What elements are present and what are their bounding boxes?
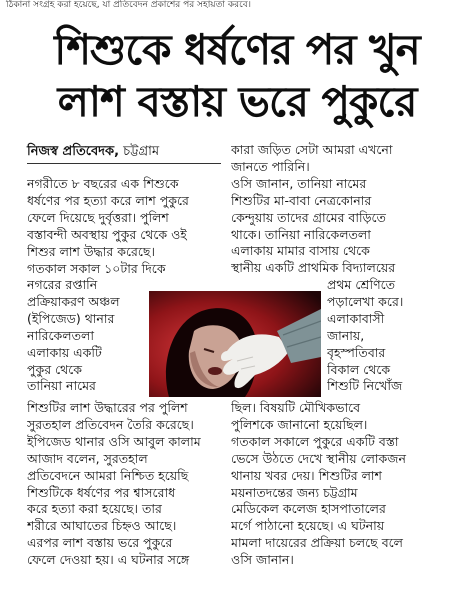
right-column-wrap	[327, 277, 445, 395]
article-line: ফেলে দিয়েছে দুর্বৃত্তরা। পুলিশ	[27, 209, 169, 225]
article-line: বিকাল থেকে	[327, 361, 391, 377]
article-line: মামলা দায়েরের প্রক্রিয়া চলছে বলে	[231, 535, 403, 551]
article-line: প্রতিবেদনে আমরা নিশ্চিত হয়েছি	[27, 467, 189, 483]
article-line: এলাকাবাসী	[327, 310, 385, 326]
article-line: ইপিজেড থানার ওসি আবুল কালাম	[27, 433, 201, 449]
article-line: ধর্ষণের পর হত্যা করে লাশ পুকুরে	[27, 192, 189, 208]
article-line: পুলিশকে জানানো হয়েছিল।	[231, 416, 368, 432]
article-line: এলাকায় একটি	[27, 344, 102, 360]
article-line: শিশুটিকে ধর্ষণের পর শ্বাসরোধ	[27, 484, 176, 500]
headline	[0, 24, 474, 128]
article-line: গতকাল সকাল ১০টার দিকে	[27, 260, 166, 276]
article-line: ভেসে উঠতে দেখে স্থানীয় লোকজন	[231, 450, 406, 466]
article-line: গতকাল সকালে পুকুরে একটি বস্তা	[231, 433, 399, 449]
article-line: নারিকেলতলা	[27, 327, 94, 343]
news-photo	[149, 291, 321, 397]
article-line: করে হত্যা করা হয়েছে। তার	[27, 501, 162, 517]
article-line: থানায় খবর দেয়। শিশুটির লাশ	[231, 467, 382, 483]
article-line: ছিল। বিষয়টি মৌখিকভাবে	[231, 400, 361, 415]
article-line: প্রক্রিয়াকরণ অঞ্চল	[27, 293, 120, 309]
assault-illustration-image	[149, 291, 321, 397]
article-line: প্রথম শ্রেণিতে	[327, 277, 396, 292]
article-line: মর্গে পাঠানো হয়েছে। এ ঘটনায়	[231, 518, 385, 534]
headline-line-2: লাশ বস্তায় ভরে পুকুরে	[57, 77, 417, 126]
article-line: পড়ালেখা করে।	[327, 293, 404, 309]
article-line: শরীরে আঘাতের চিহ্নও আছে।	[27, 518, 177, 534]
byline-reporter: নিজস্ব প্রতিবেদক,	[27, 144, 120, 159]
article-line: আজাদ বলেন, সুরতহাল	[27, 450, 148, 466]
article-line: কারা জড়িত সেটা আমরা এখনো	[231, 142, 393, 157]
article-line: (ইপিজেড) থানার	[27, 310, 115, 326]
article-line: নগরীতে ৮ বছরের এক শিশুকে	[27, 176, 179, 191]
headline-line-1: শিশুকে ধর্ষণের পর খুন	[54, 25, 420, 74]
article-line: ময়নাতদন্তের জন্য চট্টগ্রাম	[231, 484, 358, 500]
article-line: জানতে পারিনি।	[231, 158, 310, 174]
article-line: এলাকায় মামার বাসায় থেকে	[231, 243, 370, 259]
article-line: এরপর লাশ বস্তায় ভরে পুকুরে	[27, 535, 173, 551]
article-line: কেন্দুয়ায় তাদের গ্রামের বাড়িতে	[231, 209, 386, 225]
article-line: থাকে। তানিয়া নারিকেলতলা	[231, 226, 371, 242]
article-line: পুকুর থেকে	[27, 361, 83, 377]
byline-city: চট্টগ্রাম	[119, 144, 160, 159]
article-line: মেডিকেল কলেজ হাসপাতালের	[231, 501, 386, 517]
article-line: ফেলে দেওয়া হয়। এ ঘটনার সঙ্গে	[27, 552, 190, 568]
article-line: শিশুটির লাশ উদ্ধারের পর পুলিশ	[27, 400, 188, 415]
clipped-previous-article-text: ঠিকানা সংগ্রহ করা হয়েছে, যা প্রতিবেদন প্রকাশের পর সহায়তা করবে।	[6, 0, 251, 10]
article-line: তানিয়া নামের	[27, 378, 96, 394]
article-line: বস্তাবন্দী অবস্থায় পুকুর থেকে ওই	[27, 226, 187, 242]
byline	[27, 143, 227, 160]
left-column-top	[27, 176, 221, 277]
article-line: জানায়,	[327, 327, 365, 343]
article-line: শিশুটি নিখোঁজ	[327, 378, 403, 394]
left-column-wrap	[27, 277, 143, 395]
byline-rule	[27, 163, 221, 164]
article-line: শিশুটির মা-বাবা নেত্রকোনার	[231, 192, 372, 208]
right-column-top	[231, 142, 445, 277]
left-column-bottom	[27, 400, 221, 569]
right-column-bottom	[231, 400, 445, 569]
article-line: সুরতহাল প্রতিবেদন তৈরি করেছে।	[27, 416, 194, 432]
article-line: শিশুর লাশ উদ্ধার করেছে।	[27, 243, 155, 259]
article-line: নগরের রপ্তানি	[27, 277, 98, 292]
article-line: ওসি জানান।	[231, 552, 294, 568]
article-line: বৃহস্পতিবার	[327, 344, 386, 360]
article-line: স্থানীয় একটি প্রাথমিক বিদ্যালয়ের	[231, 260, 396, 276]
article-line: ওসি জানান, তানিয়া নামের	[231, 175, 367, 191]
